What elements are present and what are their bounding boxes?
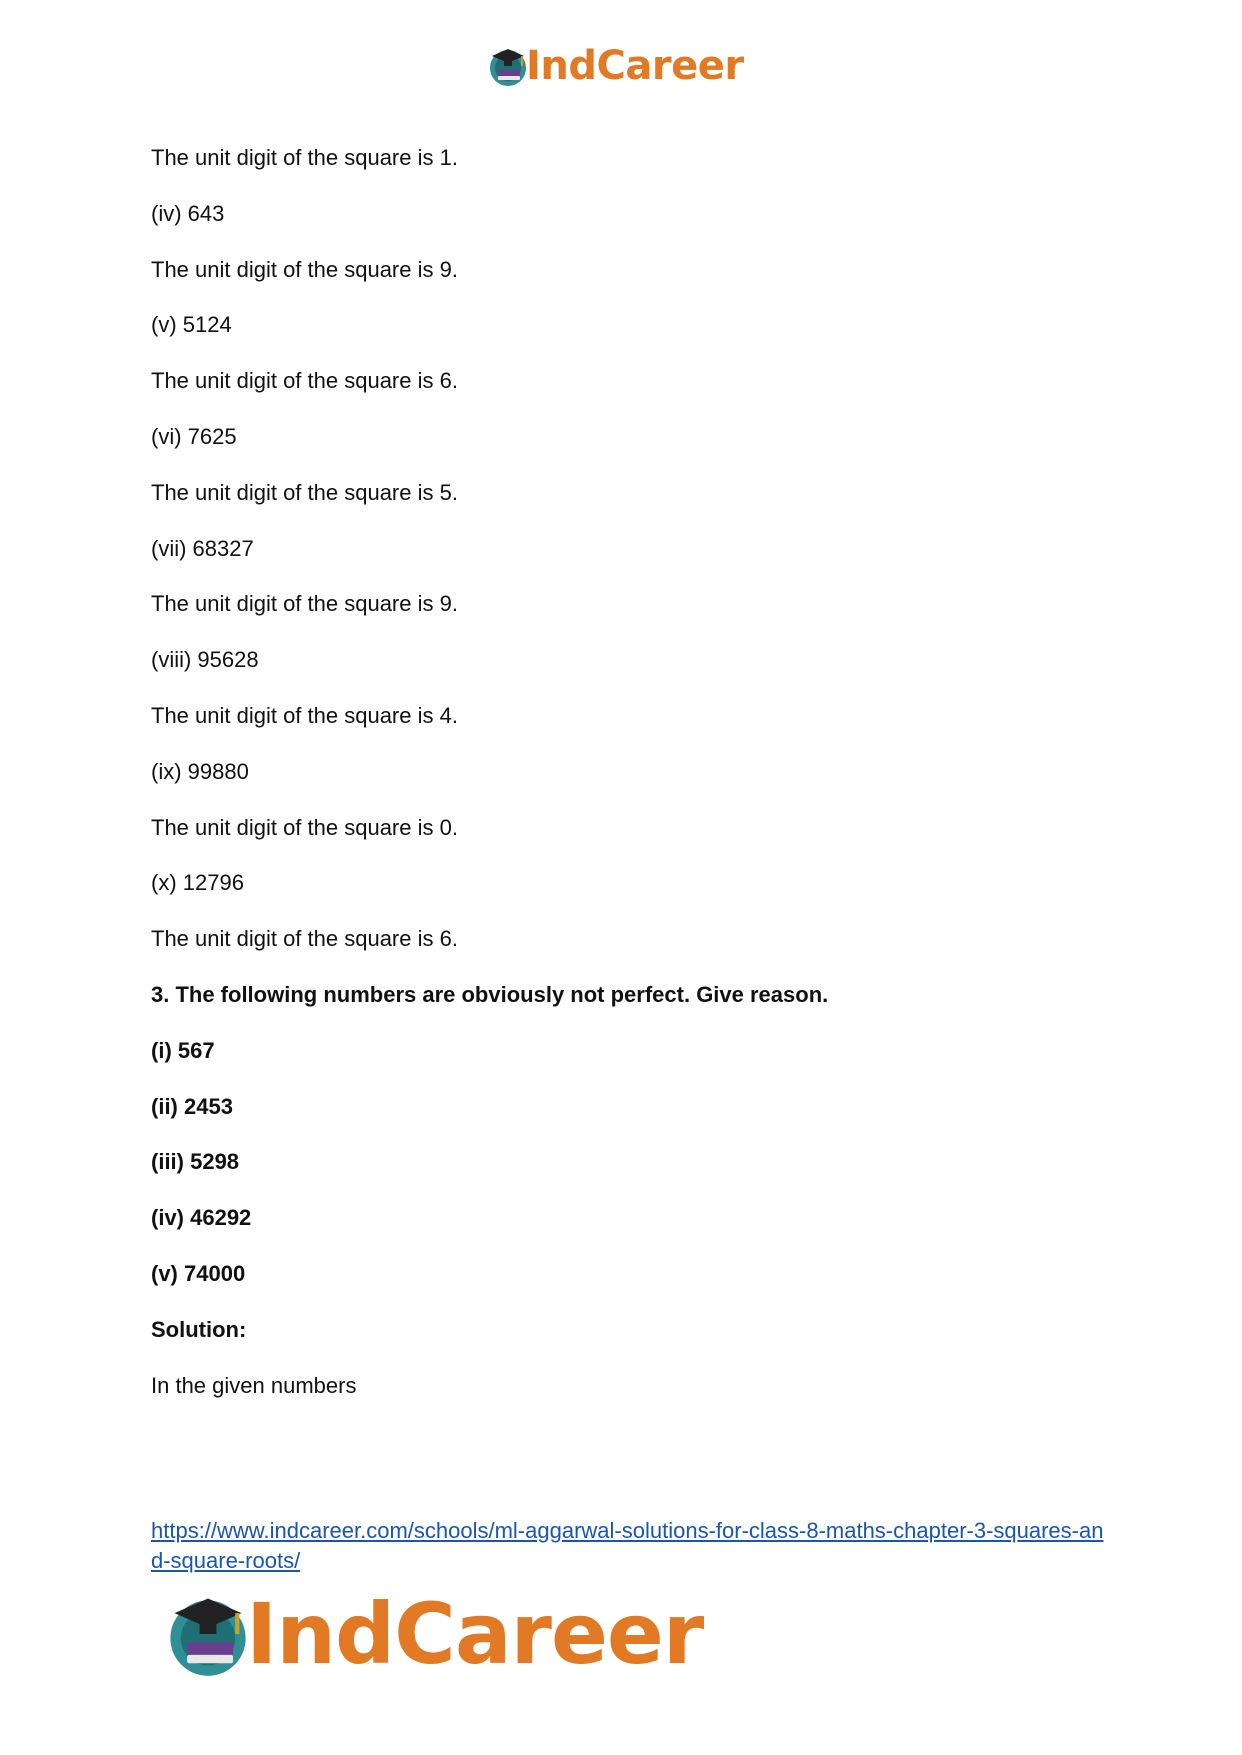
source-link[interactable]: https://www.indcareer.com/schools/ml-aggarwal-solutions-for-class-8-maths-chapter-3-squares-and-square-roots/	[151, 1518, 1104, 1573]
text-line: (ix) 99880	[151, 758, 249, 784]
question-line: (ii) 2453	[151, 1093, 233, 1119]
header-logo	[486, 40, 766, 92]
text-line: (x) 12796	[151, 870, 244, 896]
text-line: The unit digit of the square is 9.	[151, 591, 458, 617]
text-line: The unit digit of the square is 4.	[151, 702, 458, 728]
question-line: 3. The following numbers are obviously not perfect. Give reason.	[151, 981, 829, 1007]
text-line: The unit digit of the square is 0.	[151, 814, 458, 840]
text-line: The unit digit of the square is 9.	[151, 256, 458, 282]
question-line: (i) 567	[151, 1037, 215, 1063]
question-line: (iii) 5298	[151, 1149, 240, 1175]
text-line: The unit digit of the square is 1.	[151, 145, 458, 170]
text-line: The unit digit of the square is 6.	[151, 926, 458, 952]
text-line: (vi) 7625	[151, 423, 237, 449]
header-logo-text: IndCareer	[526, 43, 744, 89]
text-line: (vii) 68327	[151, 535, 254, 561]
question-line: (v) 74000	[151, 1260, 246, 1286]
text-line: In the given numbers	[151, 1372, 357, 1398]
text-line: The unit digit of the square is 6.	[151, 368, 458, 394]
question-line: Solution:	[151, 1316, 247, 1342]
footer-logo	[162, 1585, 704, 1683]
document-body	[151, 144, 1111, 1427]
text-line: (iv) 643	[151, 200, 225, 226]
graduation-cap-logo-icon	[162, 1588, 254, 1680]
graduation-cap-logo-icon	[486, 44, 530, 88]
question-line: (iv) 46292	[151, 1205, 252, 1231]
text-line: (v) 5124	[151, 312, 232, 338]
footer-logo-text: IndCareer	[246, 1585, 704, 1683]
text-line: (viii) 95628	[151, 647, 259, 673]
text-line: The unit digit of the square is 5.	[151, 479, 458, 505]
